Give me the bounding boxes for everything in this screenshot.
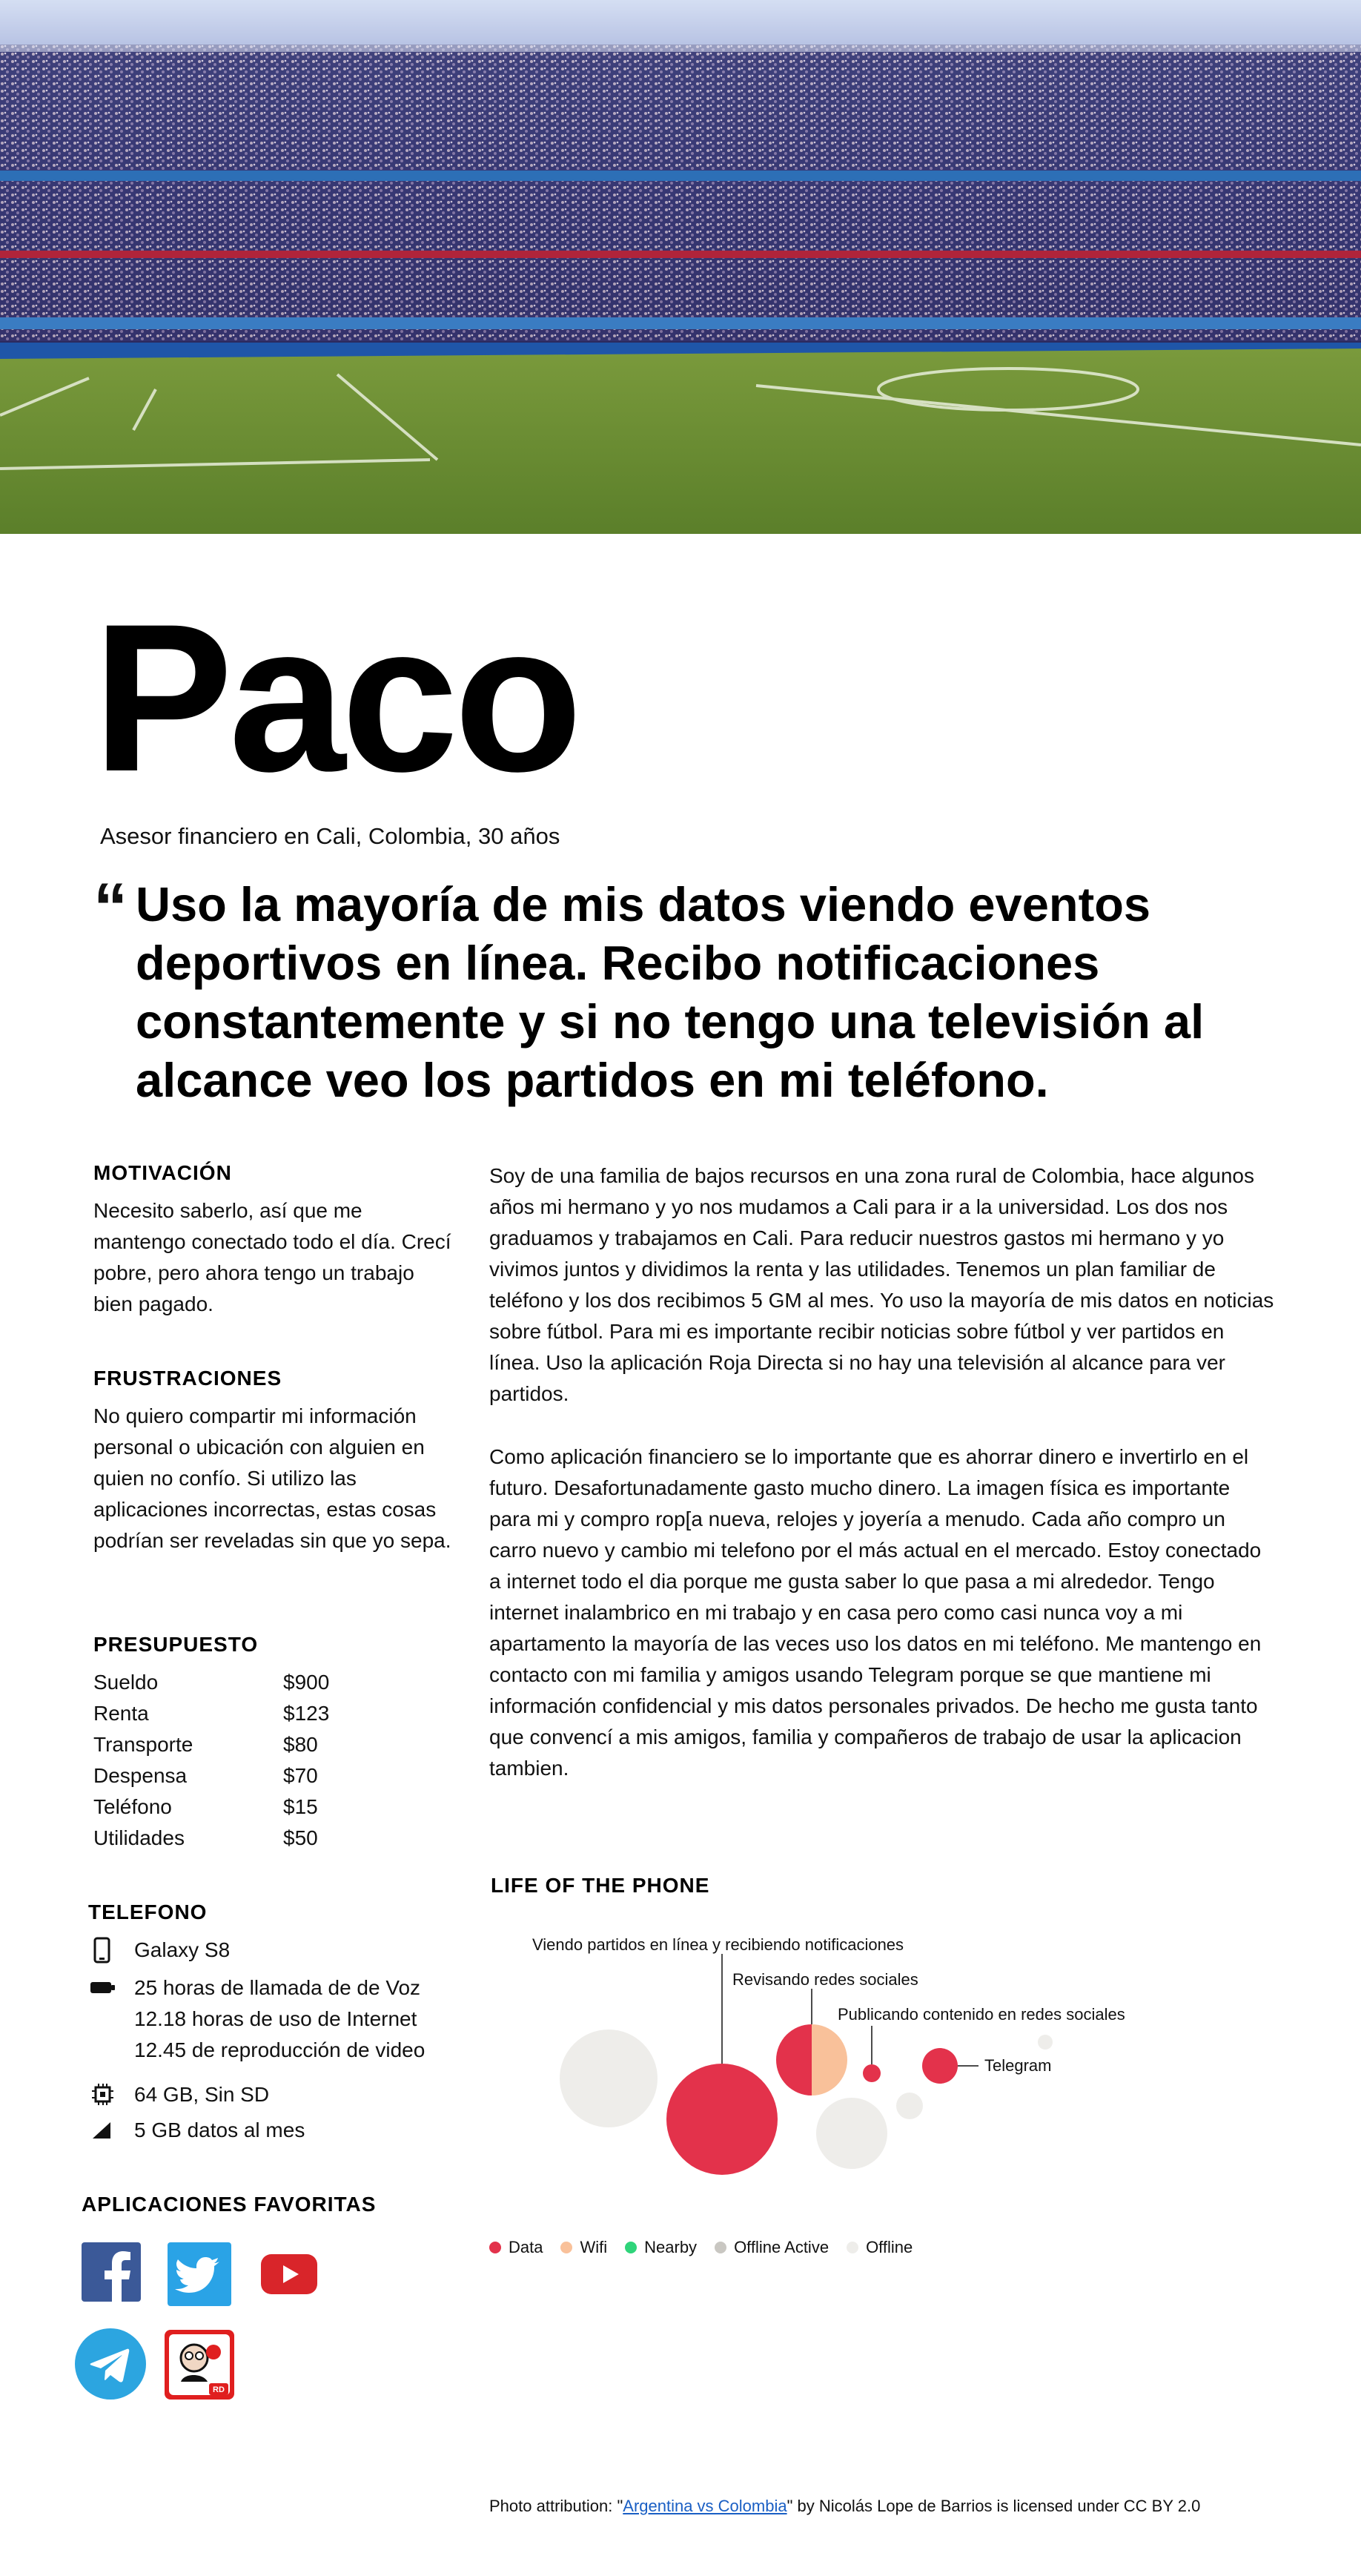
budget-label: Renta <box>93 1702 149 1725</box>
bubble-publishing <box>863 2064 881 2082</box>
budget-value: $70 <box>283 1764 318 1787</box>
annotation-label: Telegram <box>984 2056 1052 2075</box>
budget-row <box>93 1760 390 1791</box>
roja-directa-icon[interactable] <box>165 2330 234 2403</box>
phone-heading: TELEFONO <box>88 1900 208 1923</box>
legend-item <box>715 2238 829 2257</box>
bubble-telegram <box>922 2048 958 2084</box>
youtube-icon[interactable] <box>261 2254 317 2298</box>
legend-item <box>560 2238 607 2257</box>
battery-line: 12.45 de reproducción de video <box>134 2038 425 2061</box>
legend-swatch-wifi <box>560 2242 572 2253</box>
budget-value: $900 <box>283 1671 330 1694</box>
life-of-phone-chart <box>474 1921 1156 2187</box>
telegram-icon[interactable] <box>75 2328 146 2403</box>
budget-table <box>93 1667 390 1854</box>
budget-row <box>93 1729 390 1760</box>
legend-label: Offline <box>866 2238 913 2256</box>
budget-label: Transporte <box>93 1733 193 1756</box>
legend-item <box>625 2238 697 2257</box>
bubble-social-wifi-half <box>812 2024 847 2096</box>
motivation-text: Necesito saberlo, así que me mantengo conectado todo el día. Crecí pobre, pero ahora tengo un trabajo bien pagado. <box>93 1199 451 1315</box>
battery-icon <box>88 1972 118 2004</box>
signal-icon <box>88 2115 118 2146</box>
facebook-icon[interactable] <box>82 2242 141 2305</box>
annotation-label: Viendo partidos en línea y recibiendo notificaciones <box>532 1935 904 1954</box>
legend-swatch-nearby <box>625 2242 637 2253</box>
phone-storage: 64 GB, Sin SD <box>134 2083 270 2106</box>
battery-line: 25 horas de llamada de de Voz <box>134 1976 421 1999</box>
attribution-suffix: " by Nicolás Lope de Barrios is licensed under CC BY 2.0 <box>787 2497 1201 2515</box>
annotation-label: Publicando contenido en redes sociales <box>838 2005 1125 2024</box>
bubble-offline <box>560 2030 658 2127</box>
budget-value: $80 <box>283 1733 318 1756</box>
bio-paragraph: Como aplicación financiero se lo importante que es ahorrar dinero e invertirlo en el futuro. Desafortunadamente gasto mucho dinero. La imagen física es importante para mi y compro rop[a nueva, relojes y joyería a menudo. Cada año compro un carro nuevo y cambio mi telefono por el más actual en el mercado. Estoy conectado a internet todo el dia porque me gusta saber lo que pasa a mi alrededor. Tengo internet inalambrico en mi trabajo y en casa pero como casi nunca voy a mi apartamento la mayoría de las veces uso los datos en mi teléfono. Me mantengo en contacto con mi familia y amigos usando Telegram porque se que mantiene mi información confidencial y mis datos personales privados. De hecho me gusta tanto que convencí a mis amigos, familia y compañeros de trabajo de usar la aplicacion tambien. <box>489 1445 1262 1780</box>
legend-label: Offline Active <box>734 2238 829 2256</box>
legend-label: Nearby <box>644 2238 698 2256</box>
svg-text:RD: RD <box>213 2385 225 2394</box>
chip-icon <box>88 2079 118 2110</box>
persona-name: Paco <box>93 581 578 816</box>
legend-item <box>847 2238 913 2257</box>
chart-title: LIFE OF THE PHONE <box>491 1874 710 1897</box>
twitter-icon[interactable] <box>168 2242 231 2310</box>
smartphone-icon <box>88 1935 118 1966</box>
budget-row <box>93 1698 390 1729</box>
bubble-offline <box>1038 2035 1053 2050</box>
bubble-offline <box>896 2093 923 2119</box>
photo-attribution <box>489 2497 1200 2516</box>
attribution-link[interactable]: Argentina vs Colombia <box>623 2497 787 2515</box>
phone-model: Galaxy S8 <box>134 1938 231 1961</box>
legend-label: Data <box>509 2238 543 2256</box>
bubble-social-data-half <box>776 2024 812 2096</box>
frustrations-heading: FRUSTRACIONES <box>93 1367 282 1390</box>
bubble-data-streaming <box>666 2064 778 2175</box>
budget-value: $15 <box>283 1795 318 1818</box>
legend-item <box>489 2238 543 2257</box>
budget-label: Sueldo <box>93 1671 159 1694</box>
budget-row <box>93 1667 390 1698</box>
budget-value: $123 <box>283 1702 330 1725</box>
bubble-offline <box>816 2098 887 2169</box>
legend-label: Wifi <box>580 2238 608 2256</box>
phone-data-plan: 5 GB datos al mes <box>134 2118 305 2141</box>
budget-row <box>93 1791 390 1823</box>
persona-subtitle: Asesor financiero en Cali, Colombia, 30 años <box>100 823 560 849</box>
hero-stadium-photo <box>0 0 1361 534</box>
annotation-label: Revisando redes sociales <box>732 1970 918 1989</box>
budget-label: Teléfono <box>93 1795 172 1818</box>
attribution-prefix: Photo attribution: " <box>489 2497 623 2515</box>
motivation-heading: MOTIVACIÓN <box>93 1161 232 1184</box>
persona-quote: Uso la mayoría de mis datos viendo eventos deportivos en línea. Recibo notificaciones constantemente y si no tengo una televisión al alcance veo los partidos en mi teléfono. <box>136 877 1205 1107</box>
chart-legend <box>489 2238 930 2257</box>
budget-value: $50 <box>283 1826 318 1849</box>
legend-swatch-offline-active <box>715 2242 726 2253</box>
battery-line: 12.18 horas de uso de Internet <box>134 2007 417 2030</box>
frustrations-text: No quiero compartir mi información personal o ubicación con alguien en quien no confío. Si utilizo las aplicaciones incorrectas, estas cosas podrían ser reveladas sin que yo sepa. <box>93 1404 451 1552</box>
legend-swatch-offline <box>847 2242 858 2253</box>
quote-mark: “ <box>93 870 128 945</box>
legend-swatch-data <box>489 2242 501 2253</box>
budget-label: Utilidades <box>93 1826 185 1849</box>
budget-row <box>93 1823 390 1854</box>
apps-heading: APLICACIONES FAVORITAS <box>82 2193 377 2216</box>
budget-heading: PRESUPUESTO <box>93 1633 259 1656</box>
bio-paragraph: Soy de una familia de bajos recursos en una zona rural de Colombia, hace algunos años mi hermano y yo nos mudamos a Cali para ir a la universidad. Los dos nos graduamos y trabajamos en Cali. Para reducir nuestros gastos mi hermano y yo vivimos juntos y dividimos la renta y las utilidades. Tenemos un plan familiar de teléfono y los dos recibimos 5 GM al mes. Yo uso la mayoría de mis datos en noticias sobre fútbol. Para mi es importante recibir noticias sobre fútbol y ver partidos en línea. Uso la aplicación Roja Directa si no hay una televisión al alcance para ver partidos. <box>489 1164 1274 1405</box>
budget-label: Despensa <box>93 1764 188 1787</box>
